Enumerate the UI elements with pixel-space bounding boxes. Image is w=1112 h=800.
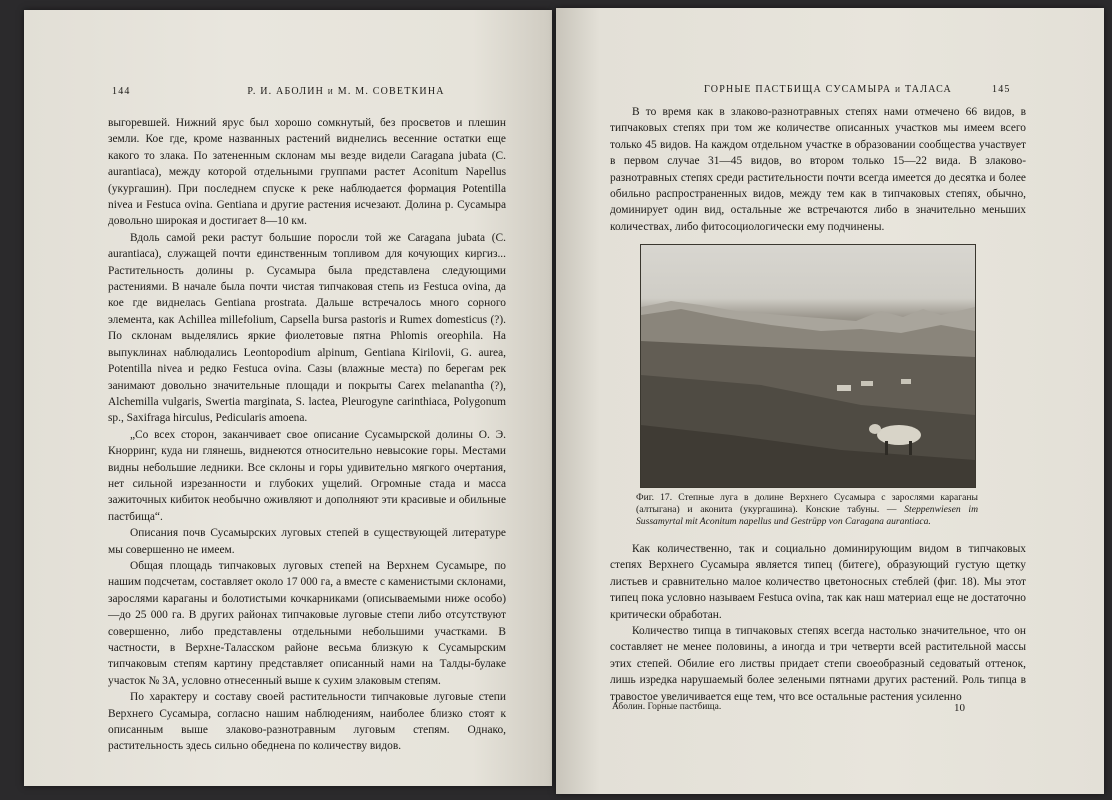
running-head: ГОРНЫЕ ПАСТБИЩА СУСАМЫРА и ТАЛАСА xyxy=(704,84,952,95)
paragraph: Вдоль самой реки растут большие поросли той же Caragana jubata (C. aurantiaca), служащей почти единственным топливом для кочующих киргиз... Растительность долины р. Сусамыра была представлена следующими растениями. В начале была почти чистая типчаковая степь из Festuca ovina, да кое где виднелась Gentiana prostrata. Дальше встречалось много сорного элемента, как Achillea millefolium, Capsella bursa pastoris и Rumex domesticus (?). По склонам выделялись яркие фиолетовые пятна Phlomis oreophila. На выпуклинах наблюдались Leontopodium alpinum, Gentiana Kirilovii, G. aurea, Potentilla nivea и редко Festuca ovina. Сазы (влажные места) по берегам рек занимают довольно значительные площади и покрыты Carex melanantha (?), Alchemilla vulgaris, Swertia marginata, S. lactea, Pleurogyne carinthiaca, Polygonum sp., Saxifraga hirculus, Pedicularis amoena. xyxy=(108,231,506,425)
paragraph: Общая площадь типчаковых луговых степей на Верхнем Сусамыре, по нашим подсчетам, составляет около 17 000 га, а вместе с каменистыми склонами, зарослями караганы и болотистыми кочкарниками (описываемыми ниже особо)—до 25 000 га. В других районах типчаковые луговые степи либо отсутствуют совершенно, либо представлены отдельными небольшими участками. В частности, в Верхне-Таласском районе весьма близкую к Сусамырским типчаковым степям картину представляет описанный нами на Талды-булаке участок № 3А, условно отнесенный выше к сухим злаковым степям. xyxy=(108,559,506,687)
body-text-bottom xyxy=(610,541,1026,705)
figure-caption xyxy=(636,492,978,528)
steppe-landscape-image xyxy=(641,245,975,487)
body-text-top xyxy=(610,104,1026,235)
body-text xyxy=(108,115,506,755)
footer-author: Аболин. Горные пастбища. xyxy=(612,702,722,712)
page-number: 144 xyxy=(112,86,131,97)
paragraph: „Со всех сторон, заканчивает свое описание Сусамырской долины О. Э. Кнорринг, куда ни глянешь, виднеются относительно невысокие горы. Местами видны небольшие ледники. Все склоны и горы удивительно мягкого очертания, нет сильной изрезанности и глубоких ущелий. Огромные стада и масса зажиточных кибиток необычно оживляют и дополняют эти красивые и обильные пастбища“. xyxy=(108,428,506,523)
left-page xyxy=(24,10,552,786)
page-number: 145 xyxy=(992,84,1011,95)
caption-russian: Фиг. 17. Степные луга в долине Верхнего Сусамыра с зарослями караганы (алтыгана) и аконита (укургашина). Конские табуны. — xyxy=(636,492,978,515)
figure-photo xyxy=(640,244,976,488)
right-page xyxy=(556,8,1104,794)
paragraph: Описания почв Сусамырских луговых степей в существующей литературе мы совершенно не имеем. xyxy=(108,527,506,556)
signature-mark: 10 xyxy=(954,702,965,714)
running-head: Р. И. АБОЛИН и М. М. СОВЕТКИНА xyxy=(247,86,445,97)
caption-german: Steppenwiesen im Sussamyrtal mit Aconitum napellus und Gestrüpp von Caragana aurantiaca. xyxy=(636,504,978,527)
paragraph: В то время как в злаково-разнотравных степях нами отмечено 66 видов, в типчаковых степях при том же количестве описанных участков мы имеем всего только 45 видов. На каждом отдельном участке в образовании сообщества участвует в первом случае 31—45 видов, во втором только 15—22 вида. В злаково-разнотравных степях среди растительности почти всегда имеется до десятка и более обильно распространенных видов, между тем как в типчаковых степях, обычно, доминирует один вид, остальные же встречаются либо в значительно меньших количествах, либо фитосоциологически ему подчинены. xyxy=(610,106,1026,233)
paragraph: По характеру и составу своей растительности типчаковые луговые степи Верхнего Сусамыра, согласно нашим наблюдениям, наиболее близко стоят к описанным выше злаково-разнотравным луговым степям. Однако, растительность здесь сильно обеднена по количеству видов. xyxy=(108,691,506,753)
paragraph: выгоревшей. Нижний ярус был хорошо сомкнутый, без просветов и плешин земли. Кое где, кроме названных растений виднелись весенние остатки еще какого то злака. По затененным склонам мы везде видели Caragana jubata (C. aurantiaca), между которой отдельными группами растет Aconitum Napellus (укургашин). При последнем спуске к реке наблюдается формация Potentilla nivea и Festuca ovina. Gentiana и другие растения исчезают. Долина р. Сусамыра довольно широкая и достигает 8—10 км. xyxy=(108,117,506,228)
paragraph: Количество типца в типчаковых степях всегда настолько значительное, что он составляет не менее половины, а иногда и три четверти всей растительной массы этих степей. Обилие его листвы придает степи своеобразный седоватый оттенок, лишь изредка нарушаемый более зелеными пятнами других растений. Роль типца в травостое увеличивается еще тем, что все остальные растения усиленно xyxy=(610,625,1026,703)
paragraph: Как количественно, так и социально доминирующим видом в типчаковых степях Верхнего Сусамыра является типец (битеге), образующий густую щетку листьев и сравнительно малое количество цветоносных стеблей (фиг. 18). Мы этот типец пока условно называем Festuca ovina, так как наш материал еще не достаточно критически обработан. xyxy=(610,543,1026,621)
